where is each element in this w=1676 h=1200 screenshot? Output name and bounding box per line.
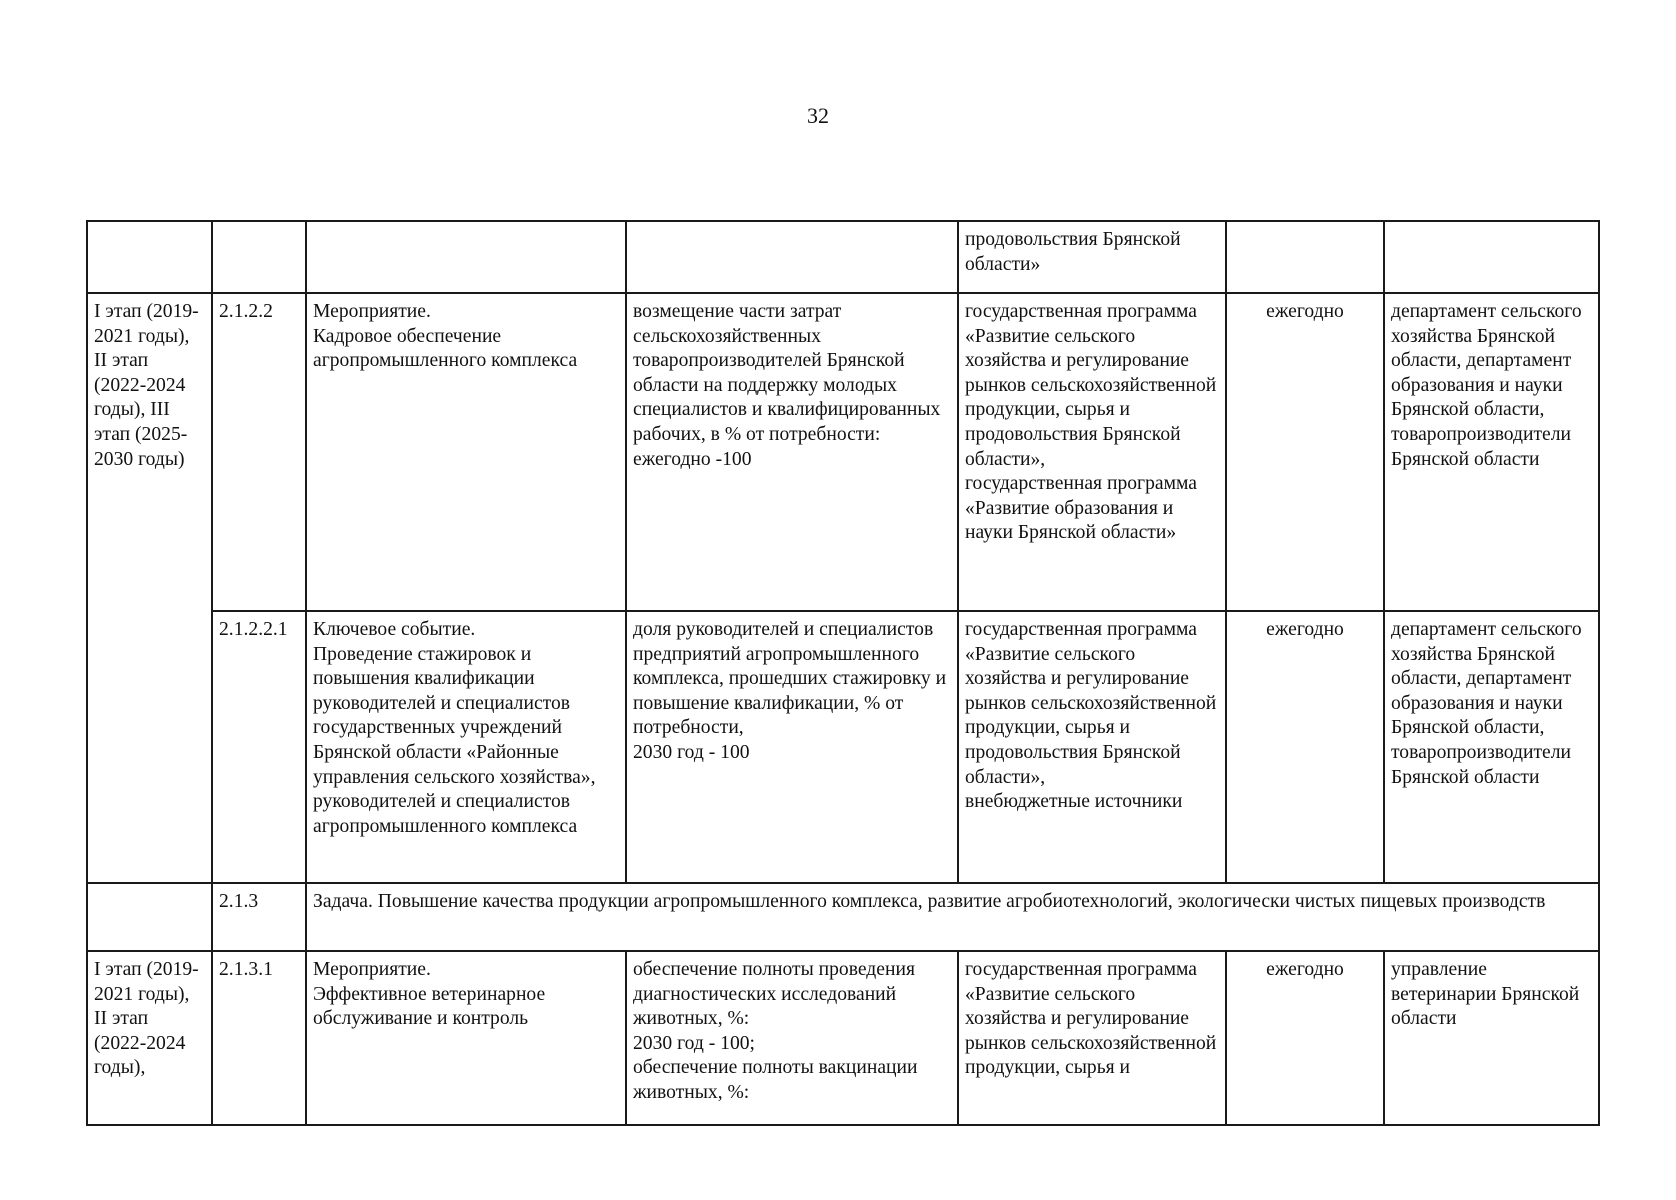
program-cell: продовольствия Брянской области» (958, 221, 1226, 293)
stage-cell: I этап (2019-2021 годы), II этап (2022-2024 годы), (87, 951, 212, 1125)
indicator-cell: обеспечение полноты проведения диагностических исследований животных, %: 2030 год - 100; обеспечение полноты вакцинации животных, %: (626, 951, 958, 1125)
executor-cell: управление ветеринарии Брянской области (1384, 951, 1599, 1125)
executor-cell (1384, 221, 1599, 293)
table-row (87, 221, 1599, 293)
measures-table (86, 220, 1600, 1126)
table-row (87, 611, 1599, 883)
period-cell: ежегодно (1226, 611, 1384, 883)
page-number: 32 (807, 103, 829, 128)
code-cell: 2.1.2.2.1 (212, 611, 306, 883)
indicator-cell: доля руководителей и специалистов предприятий агропромышленного комплекса, прошедших стажировку и повышение квалификации, % от потребности, 2030 год - 100 (626, 611, 958, 883)
stage-cell: I этап (2019-2021 годы), II этап (2022-2024 годы), III этап (2025-2030 годы) (87, 293, 212, 883)
executor-cell: департамент сельского хозяйства Брянской области, департамент образования и науки Брянской области, товаропроизводители Брянской области (1384, 293, 1599, 611)
program-cell: государственная программа «Развитие сельского хозяйства и регулирование рынков сельскохозяйственной продукции, сырья и продовольствия Брянской области», внебюджетные источники (958, 611, 1226, 883)
executor-cell: департамент сельского хозяйства Брянской области, департамент образования и науки Брянской области, товаропроизводители Брянской области (1384, 611, 1599, 883)
event-cell: Мероприятие. Кадровое обеспечение агропромышленного комплекса (306, 293, 626, 611)
period-cell (1226, 221, 1384, 293)
table-row (87, 293, 1599, 611)
program-cell: государственная программа «Развитие сельского хозяйства и регулирование рынков сельскохозяйственной продукции, сырья и (958, 951, 1226, 1125)
event-cell: Мероприятие. Эффективное ветеринарное обслуживание и контроль (306, 951, 626, 1125)
event-cell (306, 221, 626, 293)
code-cell: 2.1.3.1 (212, 951, 306, 1125)
stage-cell (87, 883, 212, 951)
code-cell (212, 221, 306, 293)
task-cell: Задача. Повышение качества продукции агропромышленного комплекса, развитие агробиотехнологий, экологически чистых пищевых производств (306, 883, 1599, 951)
table-row (87, 883, 1599, 951)
program-cell: государственная программа «Развитие сельского хозяйства и регулирование рынков сельскохозяйственной продукции, сырья и продовольствия Брянской области», государственная программа «Развитие образования и науки Брянской области» (958, 293, 1226, 611)
period-cell: ежегодно (1226, 951, 1384, 1125)
indicator-cell (626, 221, 958, 293)
stage-cell (87, 221, 212, 293)
code-cell: 2.1.2.2 (212, 293, 306, 611)
period-cell: ежегодно (1226, 293, 1384, 611)
table-row (87, 951, 1599, 1125)
indicator-cell: возмещение части затрат сельскохозяйственных товаропроизводителей Брянской области на поддержку молодых специалистов и квалифицированных рабочих, в % от потребности: ежегодно -100 (626, 293, 958, 611)
event-cell: Ключевое событие. Проведение стажировок и повышения квалификации руководителей и специалистов государственных учреждений Брянской области «Районные управления сельского хозяйства», руководителей и специалистов агропромышленного комплекса (306, 611, 626, 883)
code-cell: 2.1.3 (212, 883, 306, 951)
